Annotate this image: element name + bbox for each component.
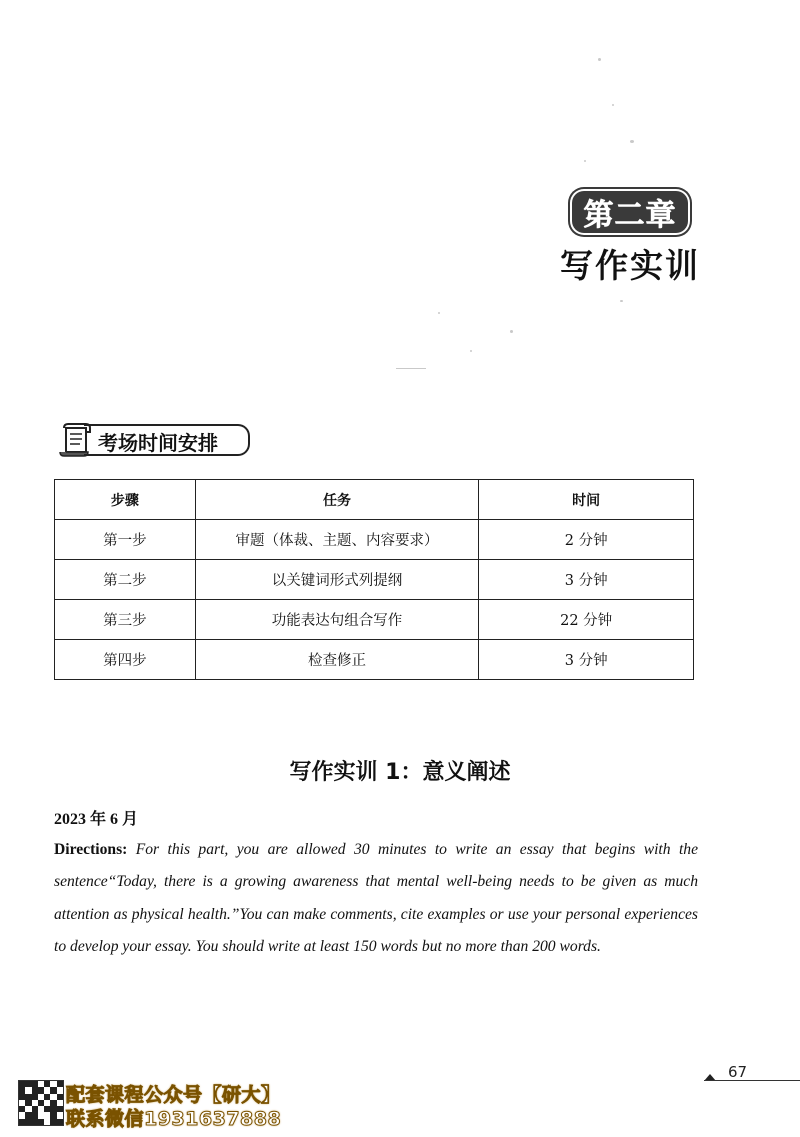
cell-time: 22 分钟 (479, 600, 694, 640)
chapter-badge-label: 第二章 (583, 198, 677, 233)
column-header-step: 步骤 (55, 480, 196, 520)
column-header-time: 时间 (479, 480, 694, 520)
section-heading: 考场时间安排 (98, 431, 218, 455)
cell-time: 2 分钟 (479, 520, 694, 560)
table-row (55, 520, 694, 560)
section-heading-tag (58, 424, 252, 458)
table-header-row (55, 480, 694, 520)
directions-label: Directions: (54, 841, 128, 858)
exam-date: 2023 年 6 月 (54, 811, 139, 828)
table-row (55, 640, 694, 680)
qr-code-icon (18, 1080, 64, 1126)
cell-time: 3 分钟 (479, 640, 694, 680)
cell-step: 第四步 (55, 640, 196, 680)
cell-step: 第三步 (55, 600, 196, 640)
cell-step: 第一步 (55, 520, 196, 560)
column-header-task: 任务 (195, 480, 479, 520)
chapter-badge (572, 191, 688, 233)
cell-task: 审题（体裁、主题、内容要求） (195, 520, 479, 560)
cell-task: 检查修正 (195, 640, 479, 680)
cell-time: 3 分钟 (479, 560, 694, 600)
cell-task: 以关键词形式列提纲 (195, 560, 479, 600)
page-number: 67 (728, 1063, 748, 1081)
promo-line-1: 配套课程公众号【研大】 (66, 1084, 281, 1106)
table-row (55, 560, 694, 600)
cell-task: 功能表达句组合写作 (195, 600, 479, 640)
table-row (55, 600, 694, 640)
chapter-title: 写作实训 (560, 246, 700, 285)
directions-paragraph (54, 834, 698, 964)
training-title: 写作实训 1：意义阐述 (289, 760, 511, 785)
page-rule (704, 1080, 800, 1081)
directions-text: For this part, you are allowed 30 minutes to write an essay that begins with the sentence“Today, there is a growing awareness that mental well-being needs to be given as much attention as physical health.”You can make comments, cite examples or use your personal experiences to develop your essay. You should write at least 150 words but no more than 200 words. (54, 841, 698, 956)
schedule-table (54, 479, 694, 680)
promo-line-2: 联系微信1931637888 (66, 1108, 282, 1130)
cell-step: 第二步 (55, 560, 196, 600)
